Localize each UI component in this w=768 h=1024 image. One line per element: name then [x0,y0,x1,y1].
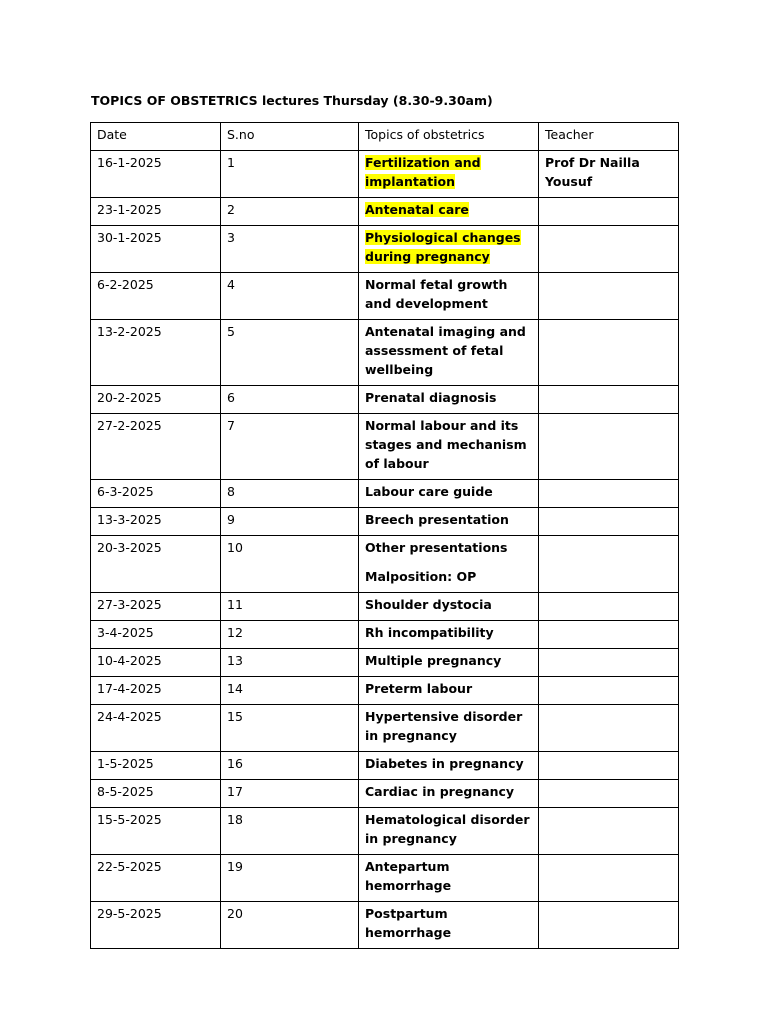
table-row [91,780,679,808]
date-cell: 13-3-2025 [91,508,221,536]
date-cell: 17-4-2025 [91,677,221,705]
table-header-row [91,123,679,151]
date-cell: 6-3-2025 [91,480,221,508]
sno-cell: 13 [221,649,359,677]
table-row [91,320,679,386]
table-row [91,808,679,855]
table-row [91,902,679,949]
topic-cell [359,198,539,226]
topic-cell [359,151,539,198]
topic-cell: Preterm labour [359,677,539,705]
teacher-cell [539,677,679,705]
topic-text: Antenatal care [365,202,469,217]
table-row [91,151,679,198]
sno-cell: 4 [221,273,359,320]
teacher-cell [539,226,679,273]
topic-cell: Labour care guide [359,480,539,508]
sno-cell: 8 [221,480,359,508]
sno-cell: 2 [221,198,359,226]
date-cell: 15-5-2025 [91,808,221,855]
table-row [91,386,679,414]
teacher-cell [539,621,679,649]
date-cell: 1-5-2025 [91,752,221,780]
teacher-cell: Prof Dr Nailla Yousuf [539,151,679,198]
sno-cell: 19 [221,855,359,902]
sno-cell: 7 [221,414,359,480]
teacher-cell [539,705,679,752]
date-cell: 27-2-2025 [91,414,221,480]
topic-text: Fertilization and implantation [365,155,481,189]
sno-cell: 10 [221,536,359,593]
sno-cell: 16 [221,752,359,780]
date-cell: 8-5-2025 [91,780,221,808]
teacher-cell [539,198,679,226]
topic-cell: Antepartum hemorrhage [359,855,539,902]
table-row [91,273,679,320]
sno-cell: 12 [221,621,359,649]
topic-cell [359,536,539,593]
date-cell: 20-2-2025 [91,386,221,414]
table-row [91,855,679,902]
date-cell: 27-3-2025 [91,593,221,621]
date-cell: 24-4-2025 [91,705,221,752]
table-row [91,677,679,705]
sno-cell: 5 [221,320,359,386]
header-topic: Topics of obstetrics [359,123,539,151]
topic-cell: Normal labour and its stages and mechanism of labour [359,414,539,480]
topic-cell: Breech presentation [359,508,539,536]
topic-cell: Normal fetal growth and development [359,273,539,320]
sno-cell: 17 [221,780,359,808]
document-title: TOPICS OF OBSTETRICS lectures Thursday (8.30-9.30am) [91,93,493,108]
table-row [91,226,679,273]
teacher-cell [539,593,679,621]
teacher-cell [539,855,679,902]
date-cell: 6-2-2025 [91,273,221,320]
sno-cell: 11 [221,593,359,621]
sno-cell: 6 [221,386,359,414]
header-teacher: Teacher [539,123,679,151]
date-cell: 22-5-2025 [91,855,221,902]
sno-cell: 1 [221,151,359,198]
topic-cell: Cardiac in pregnancy [359,780,539,808]
topic-cell: Multiple pregnancy [359,649,539,677]
teacher-cell [539,414,679,480]
table-row [91,593,679,621]
table-row [91,536,679,593]
lecture-schedule-table [90,122,679,949]
teacher-cell [539,649,679,677]
topic-cell: Prenatal diagnosis [359,386,539,414]
date-cell: 30-1-2025 [91,226,221,273]
sno-cell: 15 [221,705,359,752]
table-row [91,649,679,677]
date-cell: 3-4-2025 [91,621,221,649]
teacher-cell [539,273,679,320]
table-row [91,198,679,226]
teacher-cell [539,480,679,508]
table-row [91,752,679,780]
teacher-cell [539,320,679,386]
date-cell: 29-5-2025 [91,902,221,949]
date-cell: 13-2-2025 [91,320,221,386]
sno-cell: 18 [221,808,359,855]
header-date: Date [91,123,221,151]
header-sno: S.no [221,123,359,151]
topic-cell: Hematological disorder in pregnancy [359,808,539,855]
topic-cell: Postpartum hemorrhage [359,902,539,949]
topic-cell: Rh incompatibility [359,621,539,649]
topic-extra-text: Malposition: OP [365,569,477,584]
topic-cell: Diabetes in pregnancy [359,752,539,780]
sno-cell: 9 [221,508,359,536]
topic-cell: Hypertensive disorder in pregnancy [359,705,539,752]
teacher-cell [539,780,679,808]
teacher-cell [539,508,679,536]
topic-text: Physiological changes during pregnancy [365,230,521,264]
topic-cell [359,226,539,273]
topic-text: Other presentations [365,540,508,555]
teacher-cell [539,536,679,593]
teacher-cell [539,902,679,949]
topic-cell: Shoulder dystocia [359,593,539,621]
date-cell: 23-1-2025 [91,198,221,226]
sno-cell: 20 [221,902,359,949]
table-row [91,480,679,508]
topic-cell: Antenatal imaging and assessment of fetal wellbeing [359,320,539,386]
date-cell: 16-1-2025 [91,151,221,198]
teacher-cell [539,752,679,780]
sno-cell: 3 [221,226,359,273]
teacher-cell [539,808,679,855]
table-row [91,508,679,536]
teacher-cell [539,386,679,414]
date-cell: 20-3-2025 [91,536,221,593]
table-row [91,414,679,480]
sno-cell: 14 [221,677,359,705]
table-row [91,621,679,649]
date-cell: 10-4-2025 [91,649,221,677]
table-row [91,705,679,752]
